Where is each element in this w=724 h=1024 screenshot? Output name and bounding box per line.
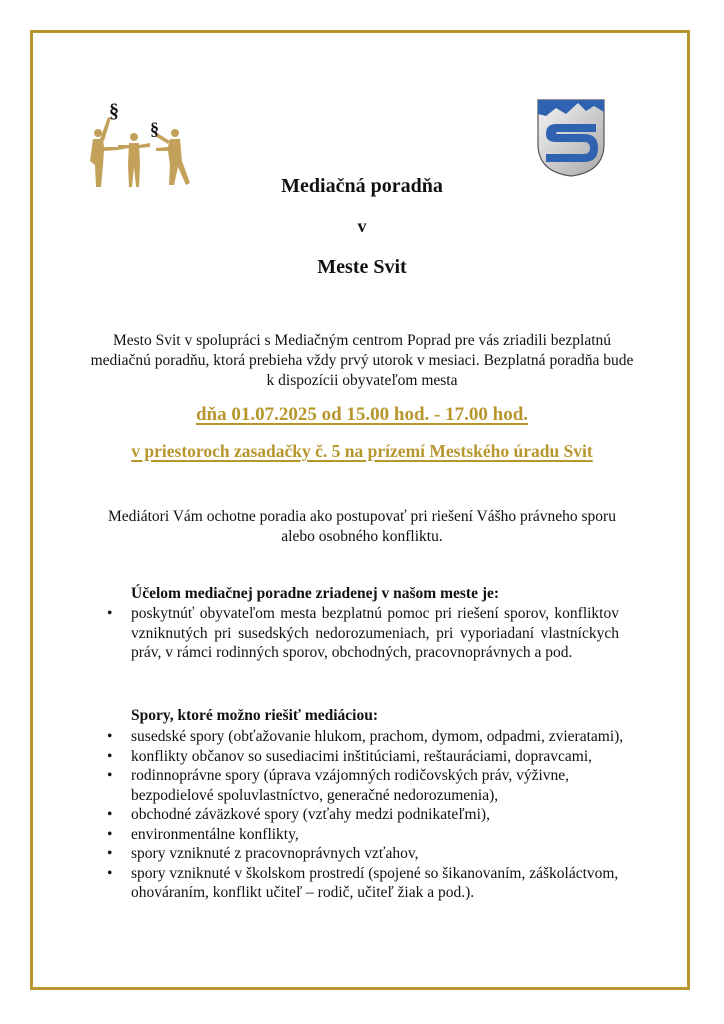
section-sign-icon: § [109,100,119,122]
bullet-icon: • [107,767,113,784]
title-line-3: Meste Svit [317,256,407,278]
event-place: v priestoroch zasadačky č. 5 na prízemí Mestského úradu Svit [131,441,593,461]
intro-paragraph: Mesto Svit v spolupráci s Mediačným centrom Poprad pre vás zriadili bezplatnú mediačnú poradňu, ktorá prebieha vždy prvý utorok v mesiaci. Bezplatná poradňa bude k dispozícii obyvateľom mesta [90,332,634,389]
purpose-heading: Účelom mediačnej poradne zriadenej v našom meste je: [131,585,500,602]
dispute-item [107,747,625,767]
dispute-item [107,805,625,825]
dispute-item-text: susedské spory (obťažovanie hlukom, prachom, dymom, odpadmi, zvieratami), [131,728,624,745]
title-line-1: Mediačná poradňa [281,175,443,197]
purpose-list [107,604,619,663]
dispute-item [107,825,625,845]
dispute-item-text: spory vzniknuté z pracovnoprávnych vzťahov, [131,845,419,862]
dispute-item-text: environmentálne konflikty, [131,825,299,843]
dispute-item [107,844,625,864]
svit-coat-of-arms [536,98,606,178]
bullet-icon: • [107,845,113,862]
dispute-item-text: spory vzniknuté v školskom prostredí (spojené so šikanovaním, záškoláctvom, ohováraním, konflikt učiteľ – rodič, učiteľ žiak a pod.). [131,864,619,901]
dispute-item-text: obchodné záväzkové spory (vzťahy medzi podnikateľmi), [131,806,490,823]
dispute-item-text: rodinnoprávne spory (úprava vzájomných rodičovských práv, výživne, bezpodielové spoluvlastníctvo, generačné nedorozumenia), [131,767,570,804]
mediators-paragraph: Mediátori Vám ochotne poradia ako postupovať pri riešení Vášho právneho sporu alebo osobného konfliktu. [108,508,616,545]
disputes-list [107,727,625,903]
dispute-item [107,727,625,747]
title-line-2: v [357,216,367,236]
dispute-item-text: konflikty občanov so susediacimi inštitúciami, reštauráciami, dopravcami, [131,747,593,765]
bullet-icon: • [107,728,113,745]
event-date: dňa 01.07.2025 od 15.00 hod. - 17.00 hod. [195,404,529,425]
purpose-item-text: poskytnúť obyvateľom mesta bezplatnú pomoc pri riešení sporov, konfliktov vzniknutých pri susedských nedorozumeniach, pri vyporiadaní vlastníckych práv, v rámci rodinných sporov, obchodných, pracovnoprávnych a pod. [131,605,619,661]
bullet-icon: • [107,806,113,823]
bullet-icon: • [107,825,113,843]
bullet-icon: • [107,747,113,765]
bullet-icon: • [107,864,113,882]
disputes-heading: Spory, ktoré možno riešiť mediáciou: [131,707,379,724]
dispute-item [107,864,625,903]
purpose-item [107,604,619,663]
section-sign-icon: § [150,119,159,139]
bullet-icon: • [107,605,113,622]
dispute-item [107,766,625,805]
